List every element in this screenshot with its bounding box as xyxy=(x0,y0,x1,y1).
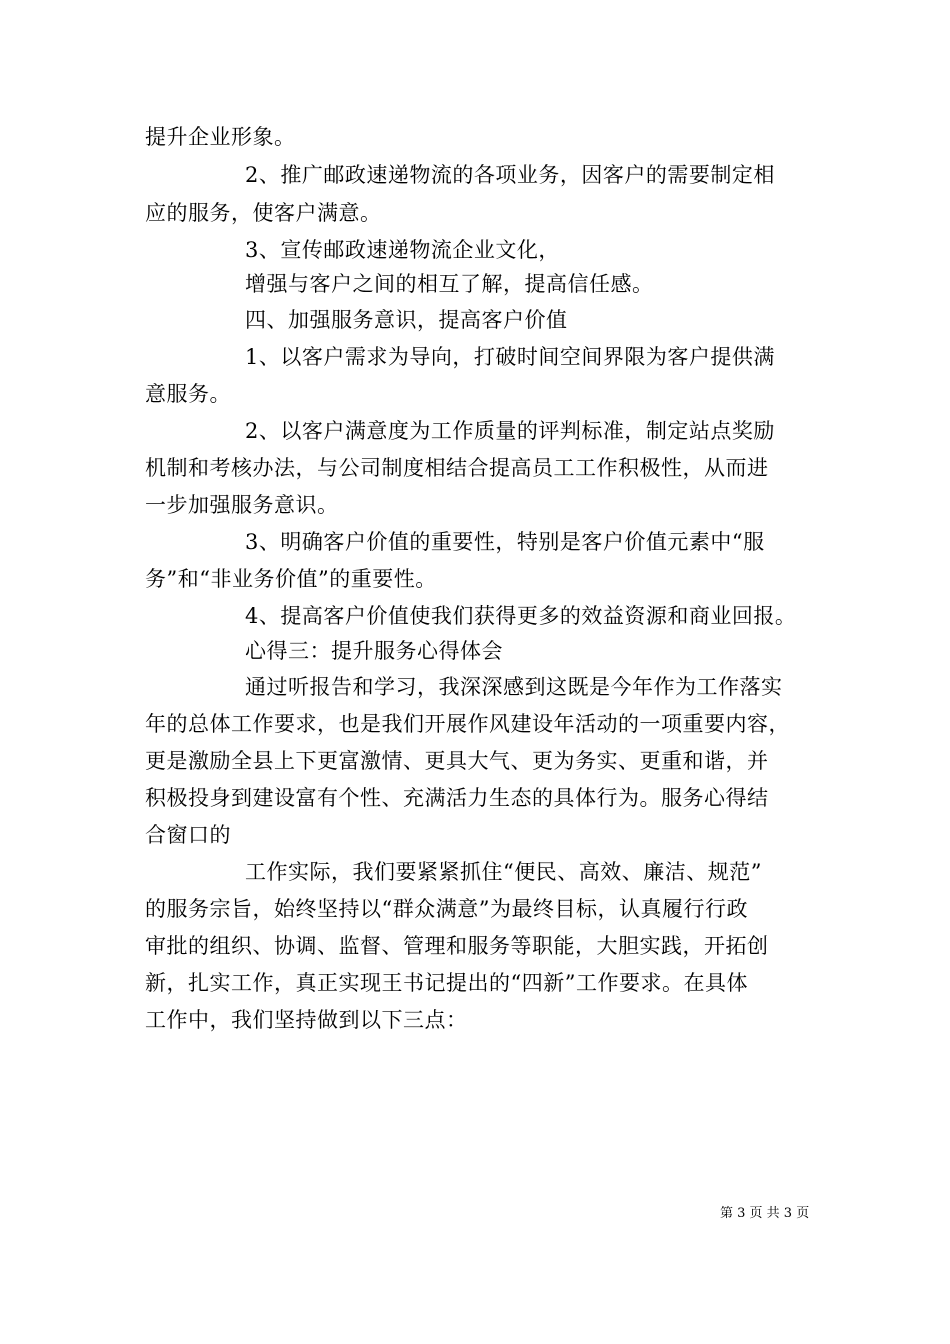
text-line: 3、宣传邮政速递物流企业文化， xyxy=(245,238,560,262)
text-line: 积极投身到建设富有个性、充满活力生态的具体行为。服务心得结 xyxy=(145,786,769,810)
text-line: 增强与客户之间的相互了解，提高信任感。 xyxy=(245,272,654,296)
text-line: 意服务。 xyxy=(145,382,231,406)
text-line: 提升企业形象。 xyxy=(145,125,296,149)
text-line: 4、提高客户价值使我们获得更多的效益资源和商业回报。 xyxy=(245,604,797,628)
text-line: 应的服务，使客户满意。 xyxy=(145,201,382,225)
text-line: 3、明确客户价值的重要性，特别是客户价值元素中“服 xyxy=(245,530,765,554)
text-line: 2、推广邮政速递物流的各项业务，因客户的需要制定相 xyxy=(245,163,775,187)
text-line: 审批的组织、协调、监督、管理和服务等职能，大胆实践，开拓创 xyxy=(145,934,769,958)
text-line: 更是激励全县上下更富激情、更具大气、更为务实、更重和谐，并 xyxy=(145,749,769,773)
text-line: 1、以客户需求为导向，打破时间空间界限为客户提供满 xyxy=(245,345,775,369)
text-line: 机制和考核办法，与公司制度相结合提高员工工作积极性，从而进 xyxy=(145,456,769,480)
text-line: 合窗口的 xyxy=(145,823,231,847)
text-line: 工作实际，我们要紧紧抓住“便民、高效、廉洁、规范” xyxy=(245,860,762,884)
text-line: 通过听报告和学习，我深深感到这既是今年作为工作落实 xyxy=(245,675,783,699)
text-line: 心得三：提升服务心得体会 xyxy=(245,639,503,663)
text-line: 2、以客户满意度为工作质量的评判标准，制定站点奖励 xyxy=(245,419,775,443)
text-line: 一步加强服务意识。 xyxy=(145,493,339,517)
text-line: 四、加强服务意识，提高客户价值 xyxy=(245,308,568,332)
text-line: 务”和“非业务价值”的重要性。 xyxy=(145,567,437,591)
text-line: 新，扎实工作，真正实现王书记提出的“四新”工作要求。在具体 xyxy=(145,971,748,995)
text-line: 的服务宗旨，始终坚持以“群众满意”为最终目标，认真履行行政 xyxy=(145,897,748,921)
text-line: 年的总体工作要求，也是我们开展作风建设年活动的一项重要内容， xyxy=(145,712,790,736)
page-number-footer: 第 3 页 共 3 页 xyxy=(720,1206,810,1221)
text-line: 工作中，我们坚持做到以下三点： xyxy=(145,1008,468,1032)
